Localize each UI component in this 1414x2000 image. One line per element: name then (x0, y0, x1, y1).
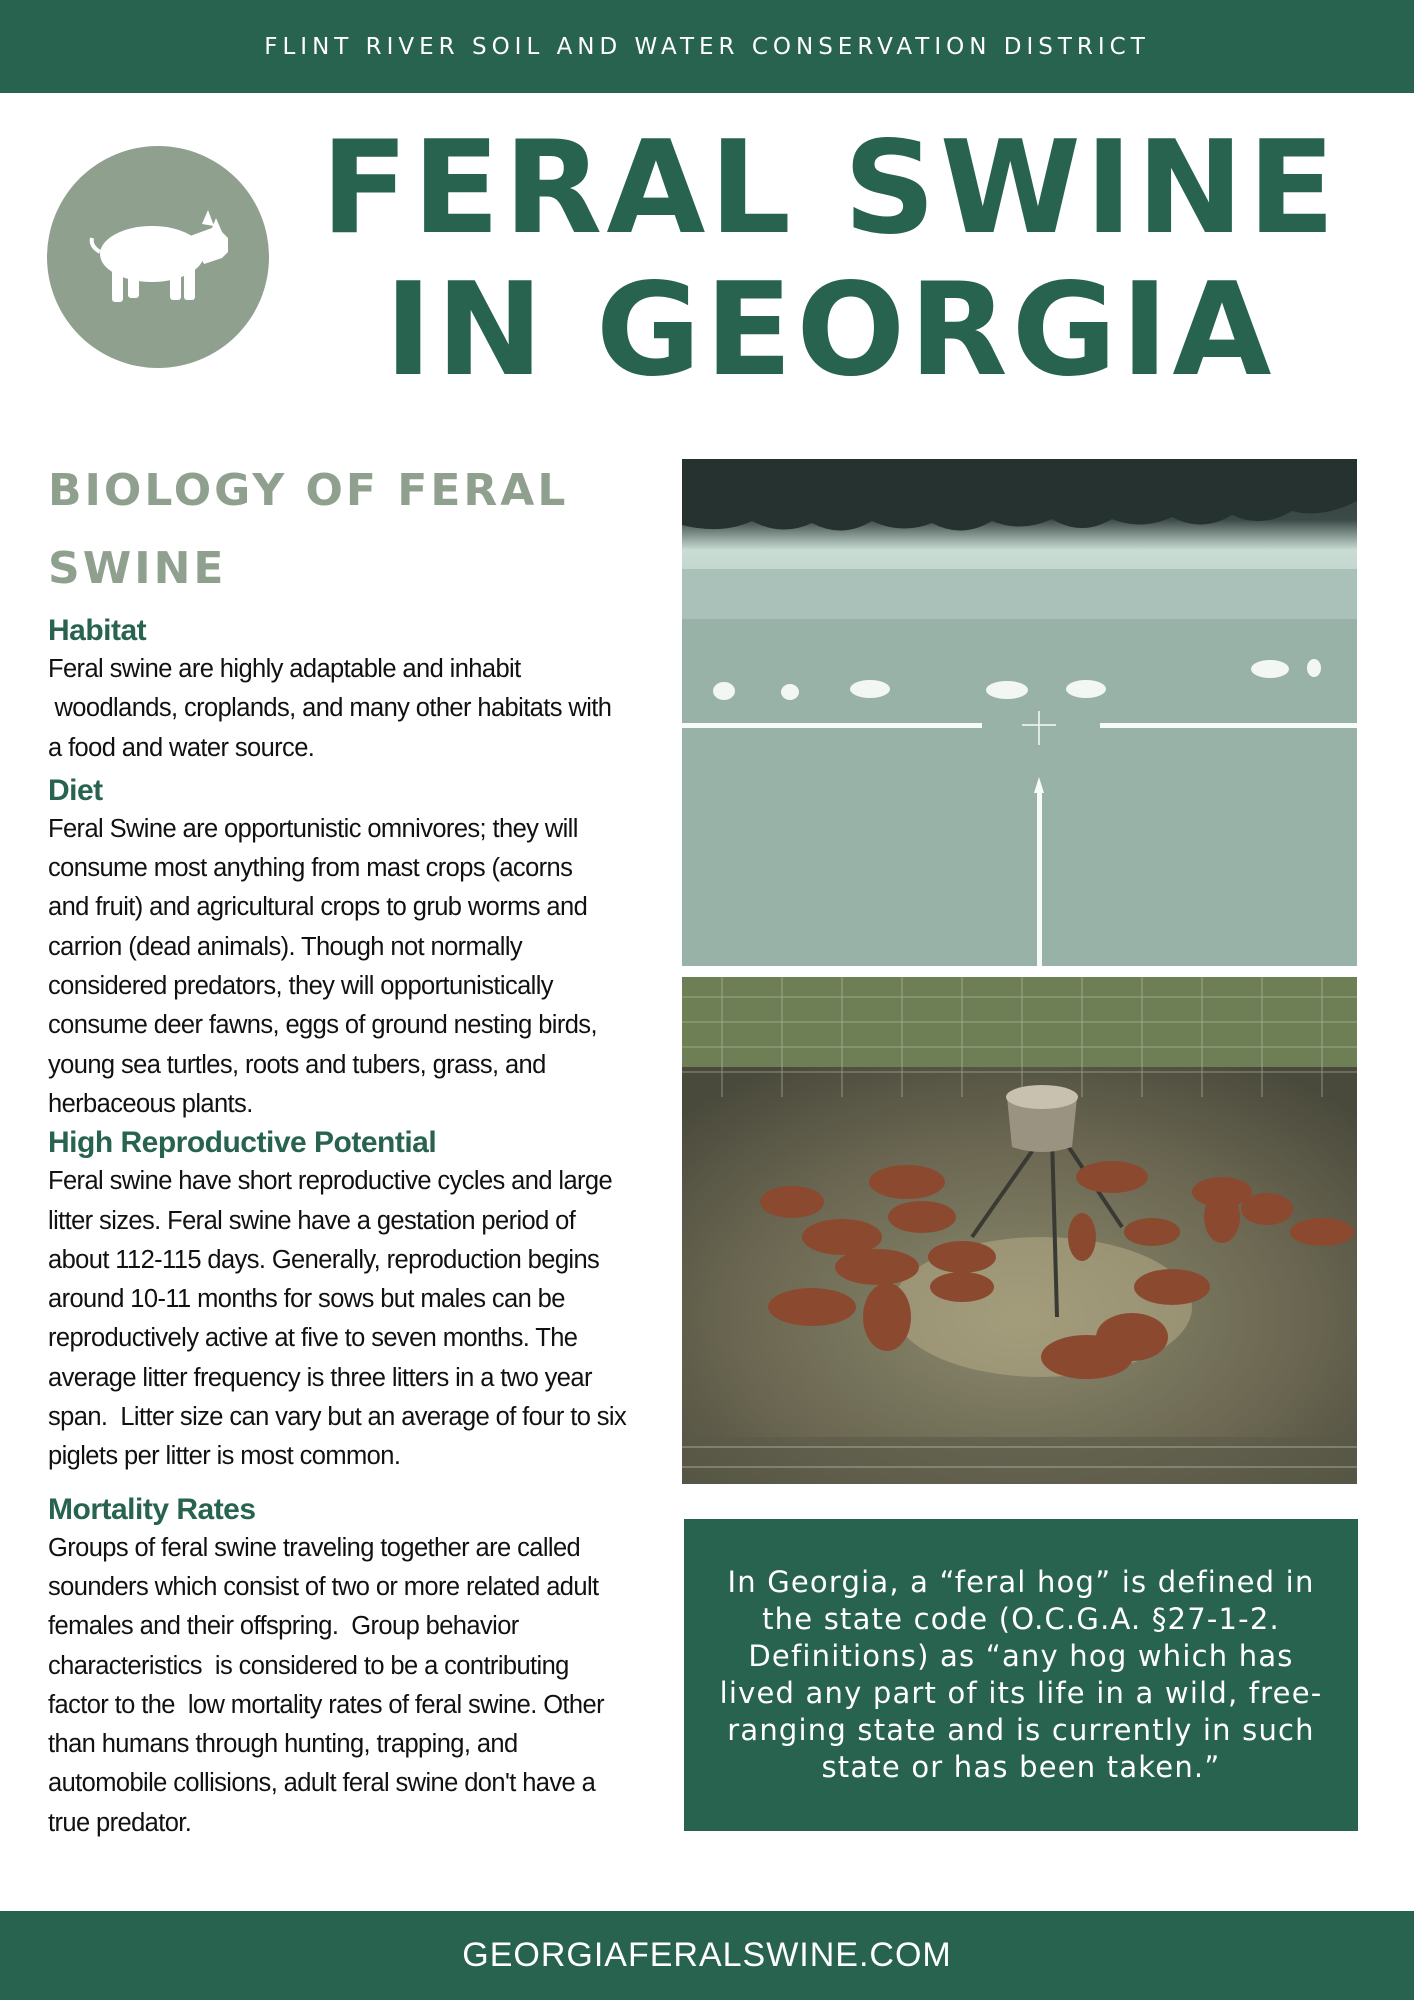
mortality-section (48, 1491, 668, 1843)
title-line-2: IN GEORGIA (384, 256, 1276, 405)
habitat-section (48, 612, 668, 768)
text-line: Feral swine are highly adaptable and inhabit (48, 655, 521, 683)
text-line: characteristics is considered to be a contributing (48, 1651, 569, 1680)
reproduction-heading: High Reproductive Potential (48, 1126, 437, 1160)
text-line: and fruit) and agricultural crops to grub worms and (48, 893, 588, 922)
reproduction-section (48, 1124, 668, 1476)
diet-heading: Diet (48, 773, 103, 807)
text-line: true predator. (48, 1808, 192, 1837)
text-line: about 112-115 days. Generally, reproduction begins (48, 1245, 600, 1274)
organization-name: FLINT RIVER SOIL AND WATER CONSERVATION DISTRICT (264, 33, 1150, 60)
footer-banner (0, 1911, 1414, 2000)
text-line: females and their offspring. Group behavior (48, 1612, 519, 1641)
text-line: a food and water source. (48, 733, 315, 762)
legal-definition-callout (684, 1519, 1358, 1831)
logo-badge (47, 146, 269, 368)
text-line: Feral Swine are opportunistic omnivores; they will (48, 814, 578, 843)
text-line: sounders which consist of two or more related adult (48, 1572, 599, 1601)
text-line: herbaceous plants. (48, 1089, 253, 1118)
biology-heading: BIOLOGY OF FERAL SWINE (48, 465, 569, 594)
text-line: span. Litter size can vary but an average of four to six (48, 1403, 627, 1432)
diet-text (48, 810, 668, 1124)
thermal-scope-photo (682, 459, 1357, 966)
text-line: woodlands, croplands, and many other habitats with (48, 694, 612, 723)
reproduction-text (48, 1162, 668, 1476)
habitat-text (48, 650, 668, 768)
biology-column (48, 452, 668, 1843)
mortality-heading: Mortality Rates (48, 1492, 256, 1526)
corral-trap-photo (682, 977, 1357, 1484)
text-line: around 10-11 months for sows but males can be (48, 1285, 565, 1314)
title-line-1: FERAL SWINE (320, 114, 1340, 263)
page-title (320, 114, 1340, 405)
habitat-heading: Habitat (48, 614, 147, 647)
text-line: Groups of feral swine traveling together are called (48, 1533, 581, 1562)
text-line: average litter frequency is three litters in a two year (48, 1363, 592, 1392)
pig-icon (78, 202, 238, 312)
text-line: reproductively active at five to seven months. The (48, 1324, 578, 1353)
text-line: consume deer fawns, eggs of ground nesting birds, (48, 1011, 597, 1040)
text-line: considered predators, they will opportunistically (48, 972, 553, 1001)
text-line: litter sizes. Feral swine have a gestation period of (48, 1206, 576, 1235)
text-line: carrion (dead animals). Though not normally (48, 932, 523, 961)
text-line: than humans through hunting, trapping, and (48, 1730, 518, 1759)
website-link[interactable]: GEORGIAFERALSWINE.COM (462, 1936, 952, 1974)
text-line: consume most anything from mast crops (acorns (48, 854, 573, 883)
text-line: young sea turtles, roots and tubers, grass, and (48, 1050, 546, 1079)
legal-definition-text: In Georgia, a “feral hog” is defined in the state code (O.C.G.A. §27-1-2. Definitions) as “any hog which has lived any part of its life in a wild, free-ranging state and is currently in such state or has been taken.” (719, 1565, 1323, 1784)
text-line: factor to the low mortality rates of feral swine. Other (48, 1690, 604, 1719)
text-line: automobile collisions, adult feral swine don't have a (48, 1769, 596, 1798)
header-banner (0, 0, 1414, 93)
mortality-text (48, 1529, 668, 1843)
text-line: Feral swine have short reproductive cycles and large (48, 1167, 613, 1196)
diet-section (48, 772, 668, 1124)
text-line: piglets per litter is most common. (48, 1442, 401, 1471)
